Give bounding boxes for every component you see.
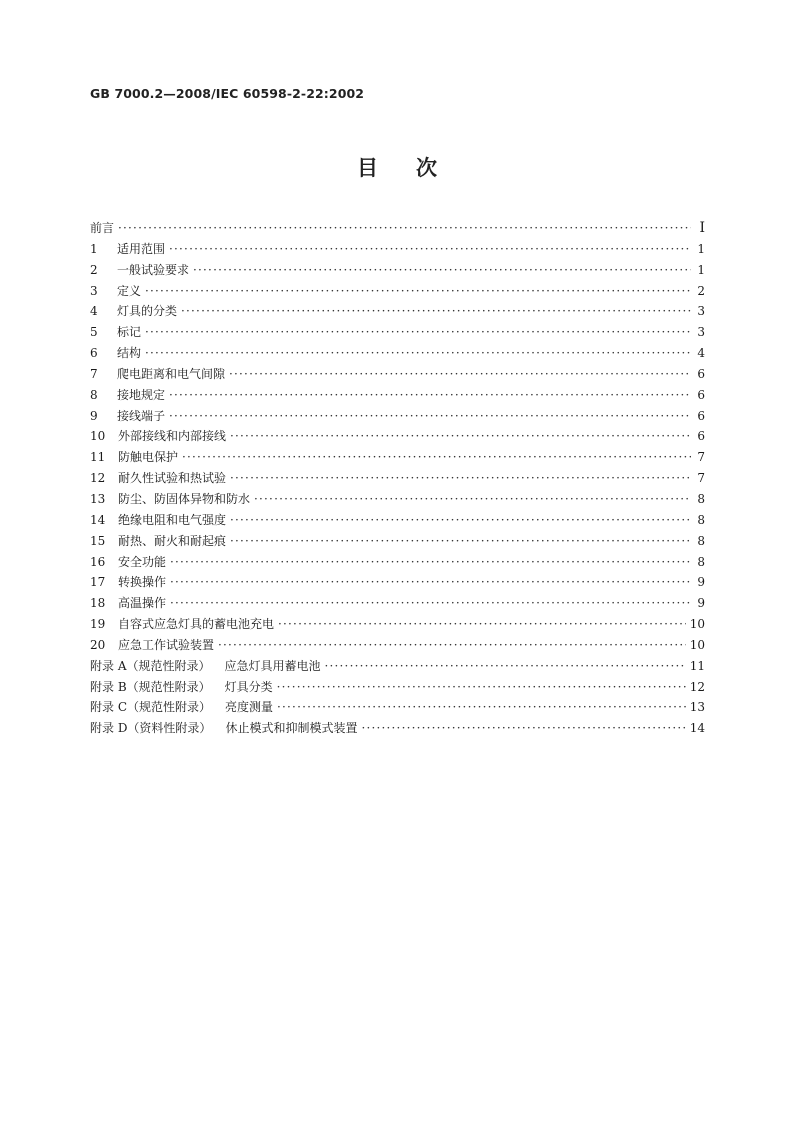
toc-page: 8 — [697, 554, 705, 569]
toc-leader — [361, 718, 685, 739]
toc-page: 8 — [697, 533, 705, 548]
toc-page: 1 — [697, 241, 705, 256]
toc-label: 高温操作 — [118, 596, 167, 611]
toc-item[interactable] — [90, 406, 705, 427]
toc-page: 6 — [697, 429, 705, 444]
toc-label: 防触电保护 — [118, 450, 179, 465]
toc-page: Ⅰ — [699, 220, 705, 236]
toc-number: 4 — [90, 304, 98, 319]
toc-number: 13 — [90, 491, 106, 506]
toc-label: 附录 D（资料性附录） — [90, 721, 212, 736]
toc-page: 8 — [697, 512, 705, 527]
toc-leader — [169, 239, 691, 260]
toc-item[interactable] — [90, 635, 705, 656]
toc-item-appendix[interactable] — [90, 656, 705, 677]
toc-number: 3 — [90, 283, 98, 298]
toc-label: 标记 — [117, 325, 142, 340]
toc-page: 11 — [689, 658, 705, 673]
toc-page: 12 — [689, 679, 705, 694]
toc-leader — [325, 656, 686, 677]
toc-item[interactable] — [90, 510, 705, 531]
toc-label: 附录 A（规范性附录） — [90, 658, 211, 673]
toc-label: 适用范围 — [117, 241, 166, 256]
toc-leader — [193, 260, 691, 281]
toc-page: 6 — [697, 387, 705, 402]
toc-leader — [230, 468, 691, 489]
toc-page: 7 — [697, 450, 705, 465]
toc-page: 9 — [697, 575, 705, 590]
toc-page: 10 — [689, 617, 705, 632]
page-title: 目次 — [357, 156, 475, 180]
toc-page: 13 — [689, 700, 705, 715]
toc-label: 外部接线和内部接线 — [118, 429, 227, 444]
toc-page: 6 — [697, 408, 705, 423]
toc-page: 6 — [697, 366, 705, 381]
toc-leader — [145, 322, 691, 343]
toc-page: 3 — [697, 304, 705, 319]
toc-item[interactable] — [90, 426, 705, 447]
toc-page: 8 — [697, 491, 705, 506]
toc-label: 绝缘电阻和电气强度 — [118, 512, 227, 527]
toc-page: 9 — [697, 596, 705, 611]
toc-number: 11 — [90, 450, 106, 465]
toc-sublabel: 亮度测量 — [225, 700, 274, 715]
toc-leader — [218, 635, 686, 656]
toc-label: 自容式应急灯具的蓄电池充电 — [118, 617, 275, 632]
toc-label: 灯具的分类 — [117, 304, 178, 319]
toc-leader — [169, 385, 691, 406]
toc-leader — [230, 531, 691, 552]
toc-item[interactable] — [90, 343, 705, 364]
toc-number: 12 — [90, 471, 106, 486]
toc-label: 接线端子 — [117, 408, 166, 423]
toc-page: 10 — [689, 637, 705, 652]
toc-label: 前言 — [90, 221, 115, 235]
toc-label: 防尘、防固体异物和防水 — [118, 491, 251, 506]
toc-item[interactable] — [90, 260, 705, 281]
toc-number: 17 — [90, 575, 106, 590]
toc-number: 10 — [90, 429, 106, 444]
toc-item-appendix[interactable] — [90, 697, 705, 718]
toc-item-appendix[interactable] — [90, 718, 705, 739]
toc-sublabel: 应急灯具用蓄电池 — [224, 658, 321, 673]
toc-item[interactable] — [90, 593, 705, 614]
toc-page: 3 — [697, 325, 705, 340]
toc-label: 应急工作试验装置 — [118, 637, 215, 652]
toc-label: 附录 C（规范性附录） — [90, 700, 211, 715]
toc-item[interactable] — [90, 281, 705, 302]
toc-number: 8 — [90, 387, 98, 402]
toc-number: 16 — [90, 554, 106, 569]
toc-page: 7 — [697, 471, 705, 486]
toc-item[interactable] — [90, 301, 705, 322]
toc-leader — [230, 510, 691, 531]
toc-number: 20 — [90, 637, 106, 652]
toc-leader — [170, 593, 691, 614]
toc-leader — [170, 552, 691, 573]
toc-page: 1 — [697, 262, 705, 277]
toc-leader — [230, 426, 691, 447]
toc-item[interactable] — [90, 489, 705, 510]
table-of-contents — [90, 218, 705, 739]
toc-label: 接地规定 — [117, 387, 166, 402]
toc-number: 19 — [90, 617, 106, 632]
toc-leader — [278, 614, 686, 635]
toc-item[interactable] — [90, 468, 705, 489]
toc-leader — [277, 697, 686, 718]
toc-leader — [170, 572, 691, 593]
toc-leader — [145, 343, 691, 364]
toc-number: 1 — [90, 241, 98, 256]
toc-item[interactable] — [90, 385, 705, 406]
toc-item[interactable] — [90, 364, 705, 385]
toc-leader — [182, 447, 691, 468]
toc-item-appendix[interactable] — [90, 677, 705, 698]
toc-item[interactable] — [90, 447, 705, 468]
toc-item[interactable] — [90, 322, 705, 343]
toc-page: 4 — [697, 346, 705, 361]
toc-leader — [169, 406, 691, 427]
toc-number: 5 — [90, 325, 98, 340]
toc-leader — [118, 218, 691, 239]
toc-label: 耐热、耐火和耐起痕 — [118, 533, 227, 548]
toc-label: 定义 — [117, 283, 142, 298]
toc-page: 14 — [689, 721, 705, 736]
toc-item[interactable] — [90, 531, 705, 552]
toc-label: 附录 B（规范性附录） — [90, 679, 211, 694]
toc-number: 2 — [90, 262, 98, 277]
toc-leader — [145, 281, 691, 302]
toc-label: 转换操作 — [118, 575, 167, 590]
standard-code: GB 7000.2—2008/IEC 60598-2-22:2002 — [90, 86, 365, 101]
toc-label: 爬电距离和电气间隙 — [117, 366, 226, 381]
toc-number: 15 — [90, 533, 106, 548]
toc-number: 6 — [90, 346, 98, 361]
toc-item[interactable] — [90, 614, 705, 635]
toc-number: 9 — [90, 408, 98, 423]
toc-item[interactable] — [90, 552, 705, 573]
toc-number: 14 — [90, 512, 106, 527]
toc-number: 7 — [90, 366, 98, 381]
toc-number: 18 — [90, 596, 106, 611]
toc-label: 安全功能 — [118, 554, 167, 569]
toc-label: 耐久性试验和热试验 — [118, 471, 227, 486]
toc-leader — [277, 677, 686, 698]
toc-leader — [181, 301, 691, 322]
toc-leader — [229, 364, 691, 385]
toc-item[interactable] — [90, 239, 705, 260]
toc-label: 结构 — [117, 346, 142, 361]
toc-sublabel: 休止模式和抑制模式装置 — [225, 721, 358, 736]
toc-leader — [254, 489, 691, 510]
toc-sublabel: 灯具分类 — [224, 679, 273, 694]
toc-label: 一般试验要求 — [117, 262, 190, 277]
toc-item[interactable] — [90, 572, 705, 593]
toc-item[interactable] — [90, 218, 705, 239]
toc-page: 2 — [697, 283, 705, 298]
